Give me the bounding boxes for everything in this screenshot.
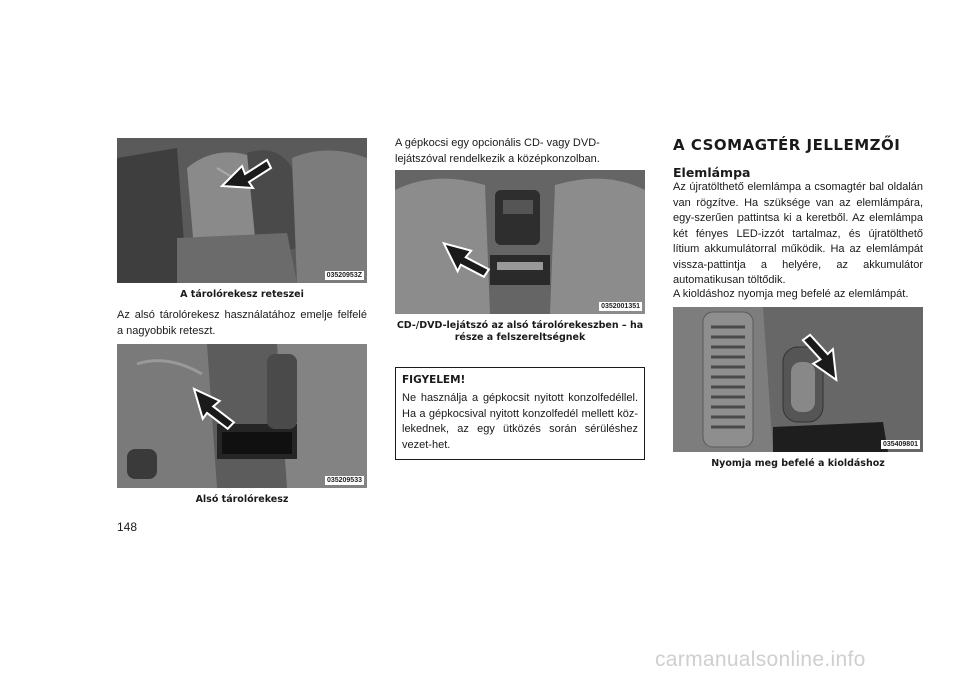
photo-cd-dvd-player: [395, 170, 645, 314]
paragraph: Az alsó tárolórekesz használatához emelje felfelé a nagyobbik reteszt.: [117, 309, 367, 337]
photo-flashlight: [673, 307, 923, 452]
seat-illustration: [117, 344, 367, 488]
paragraph: A kioldáshoz nyomja meg befelé az elemlámpát.: [673, 288, 909, 300]
figure-caption-line: CD-/DVD-lejátszó az alsó tárolórekeszben – ha: [396, 320, 644, 331]
warning-text: Ne használja a gépkocsit nyitott konzolfedéllel. Ha a gépkocsival nyitott konzolfedél mellett köz-lekednek, az egy ütközés során sérüléshez vezet-het.: [402, 392, 638, 451]
figure-caption-line: része a felszereltségnek: [454, 332, 586, 343]
figure-code: 035409801: [882, 441, 918, 448]
figure-caption: Alsó tárolórekesz: [195, 494, 289, 505]
figure-caption: A tárolórekesz reteszei: [180, 289, 304, 300]
watermark: carmanualsonline.info: [655, 648, 866, 671]
photo-storage-latches: [117, 138, 367, 283]
figure-code: 035209533: [326, 477, 362, 484]
paragraph: A gépkocsi egy opcionális CD- vagy DVD-lejátszóval rendelkezik a középkonzolban.: [395, 137, 600, 165]
warning-box: [395, 367, 645, 460]
page-number: 148: [117, 520, 138, 534]
figure-caption: Nyomja meg befelé a kioldáshoz: [711, 458, 885, 469]
subsection-heading: Elemlámpa: [673, 165, 751, 180]
seat-illustration: [117, 138, 367, 283]
figure-caption: [395, 320, 645, 344]
console-illustration: [395, 170, 645, 314]
section-heading: A CSOMAGTÉR JELLEMZŐI: [673, 136, 901, 154]
flashlight-illustration: [673, 307, 923, 452]
figure-code: 0352001351: [601, 303, 640, 310]
warning-title: FIGYELEM!: [402, 374, 466, 386]
photo-lower-storage: [117, 344, 367, 488]
figure-code: 03520953Z: [326, 272, 362, 279]
paragraph: Az újratölthető elemlámpa a csomagtér bal oldalán van rögzítve. Ha szüksége van az elemlámpára, egy-szerűen pattintsa ki a keretből. Az elemlámpa két fényes LED-izzót tartalmaz, és újratölthető lítium akkumulátorral működik. Ha az elemlámpát vissza-pattintja a helyére, az akkumulátor automatikusan töltődik.: [673, 181, 923, 286]
